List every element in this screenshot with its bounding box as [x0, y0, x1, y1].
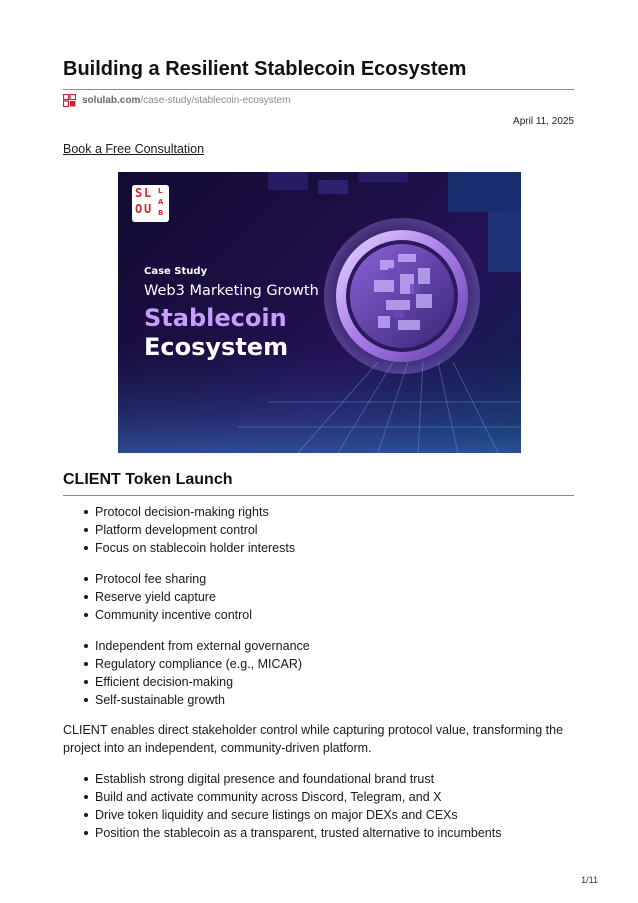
hero-logo-l: L	[144, 186, 152, 200]
list-item: Focus on stablecoin holder interests	[63, 539, 295, 557]
value-capture-list	[63, 570, 252, 624]
hero-logo	[132, 185, 169, 222]
list-item: Drive token liquidity and secure listings on major DEXs and CEXs	[63, 806, 501, 824]
hero-logo-a: A	[158, 198, 164, 206]
list-item: Efficient decision-making	[63, 673, 310, 691]
source-domain[interactable]: solulab.com	[82, 95, 141, 106]
hero-case-study-label: Case Study	[144, 266, 208, 277]
list-item: Build and activate community across Discord, Telegram, and X	[63, 788, 501, 806]
hero-subtitle: Web3 Marketing Growth	[144, 283, 319, 299]
list-item: Reserve yield capture	[63, 588, 252, 606]
hero-headline-line1: Stablecoin	[144, 304, 287, 332]
independence-list	[63, 637, 310, 709]
list-item: Regulatory compliance (e.g., MICAR)	[63, 655, 310, 673]
hero-logo-s: S	[135, 186, 143, 200]
book-consultation-link[interactable]: Book a Free Consultation	[63, 142, 205, 156]
source-line	[63, 94, 290, 107]
list-item: Self-sustainable growth	[63, 691, 310, 709]
list-item: Protocol fee sharing	[63, 570, 252, 588]
list-item: Community incentive control	[63, 606, 252, 624]
list-item: Platform development control	[63, 521, 295, 539]
goals-list	[63, 770, 501, 842]
governance-list	[63, 503, 295, 557]
page-number: 1/11	[581, 875, 598, 885]
page-title: Building a Resilient Stablecoin Ecosystem	[63, 58, 467, 80]
source-path[interactable]: /case-study/stablecoin-ecosystem	[140, 95, 291, 106]
section-heading: CLIENT Token Launch	[63, 471, 233, 488]
hero-banner	[118, 172, 521, 453]
list-item: Position the stablecoin as a transparent, trusted alternative to incumbents	[63, 824, 501, 842]
list-item: Protocol decision-making rights	[63, 503, 295, 521]
solulab-logo-icon	[63, 94, 76, 107]
section-divider	[63, 495, 574, 496]
hero-headline-line2: Ecosystem	[144, 333, 289, 361]
title-divider	[63, 89, 574, 90]
hero-logo-b: B	[158, 209, 164, 217]
hero-logo-u: U	[144, 202, 152, 216]
summary-paragraph: CLIENT enables direct stakeholder control while capturing protocol value, transforming the project into an independent, community-driven platform.	[63, 723, 564, 755]
list-item: Independent from external governance	[63, 637, 310, 655]
hero-logo-o: O	[135, 202, 143, 216]
list-item: Establish strong digital presence and foundational brand trust	[63, 770, 501, 788]
publish-date: April 11, 2025	[513, 116, 574, 127]
hero-logo-l2: L	[158, 187, 163, 195]
